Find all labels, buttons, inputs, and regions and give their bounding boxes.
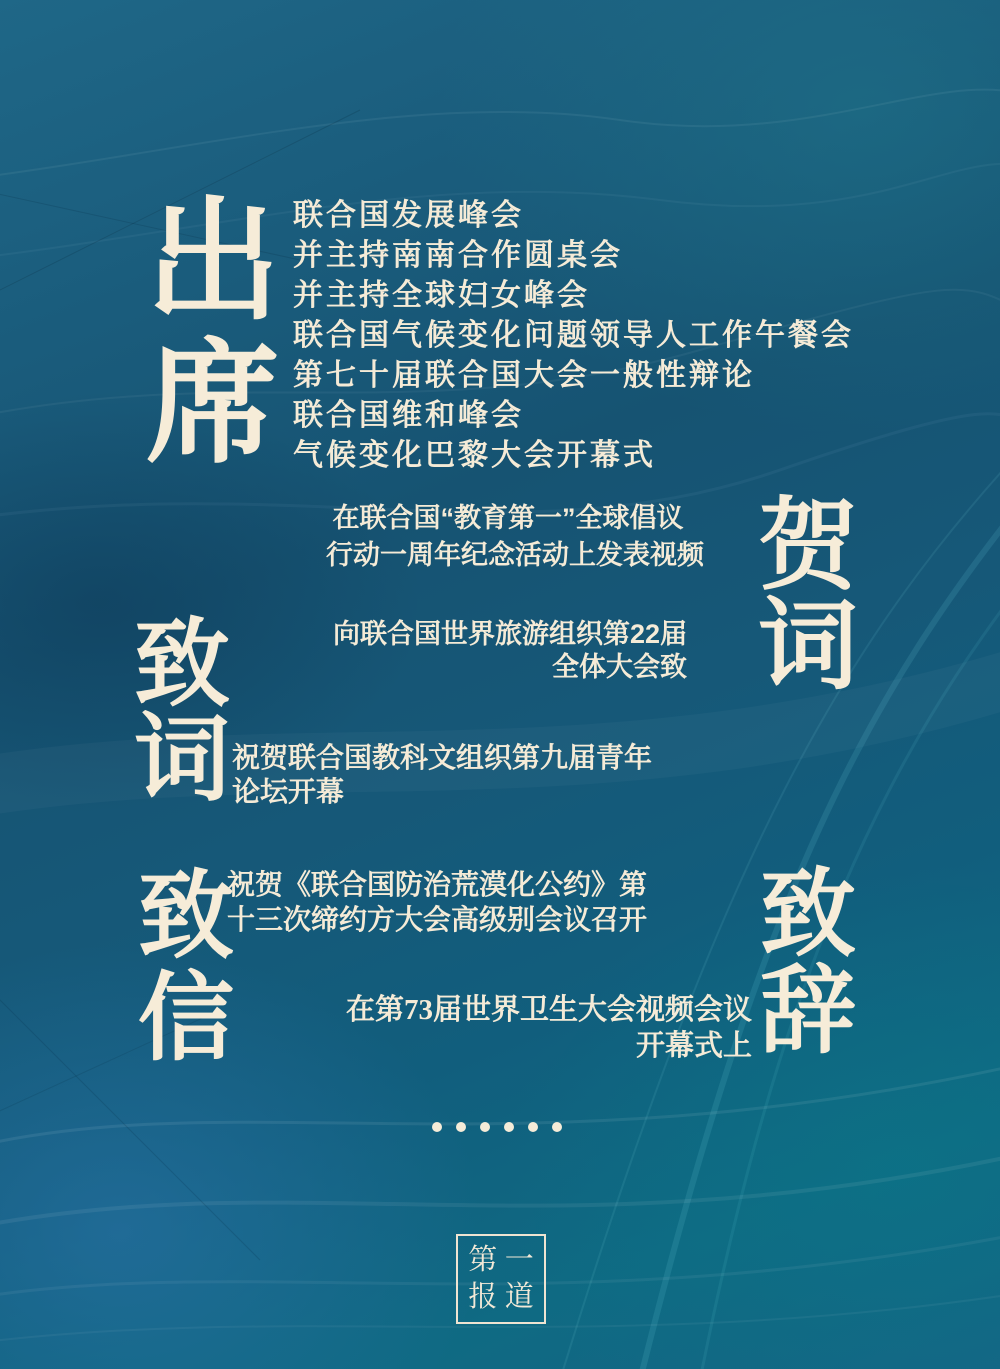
section-title-address — [760, 861, 856, 1065]
logo-char: 一 — [504, 1244, 534, 1277]
ellipsis-dot — [456, 1122, 466, 1132]
attend-event-list — [293, 196, 854, 476]
section-title-letter — [138, 863, 234, 1072]
title-char: 致 — [760, 861, 856, 968]
event-line: 在第73届世界卫生大会视频会议 — [345, 994, 752, 1026]
logo-char: 道 — [504, 1280, 534, 1313]
logo-char: 第 — [468, 1244, 498, 1277]
title-char: 词 — [758, 591, 858, 702]
address-paragraph-wha — [346, 992, 752, 1064]
event-line: 在联合国“教育第一”全球倡议 — [332, 503, 684, 533]
congrat-paragraph-education — [326, 500, 704, 574]
title-char: 辞 — [760, 958, 856, 1065]
event-line: 并主持南南合作圆桌会 — [293, 239, 623, 272]
event-line: 联合国气候变化问题领导人工作午餐会 — [293, 319, 854, 352]
event-line: 向联合国世界旅游组织第22届 — [332, 619, 687, 649]
section-title-attend — [146, 189, 281, 479]
event-line: 开幕式上 — [635, 1030, 752, 1062]
section-title-speech — [134, 611, 230, 813]
event-line: 行动一周年纪念活动上发表视频 — [326, 540, 704, 570]
event-line: 祝贺联合国教科文组织第九届青年 — [232, 743, 653, 774]
event-line: 祝贺《联合国防治荒漠化公约》第 — [227, 870, 648, 901]
ellipsis-dot — [504, 1122, 514, 1132]
title-char: 席 — [146, 331, 281, 479]
event-line: 联合国维和峰会 — [293, 399, 524, 432]
title-char: 贺 — [758, 491, 858, 602]
letter-paragraph-desertification — [227, 868, 647, 938]
event-line: 论坛开幕 — [232, 777, 345, 808]
ellipsis-dot — [552, 1122, 562, 1132]
event-line: 十三次缔约方大会高级别会议召开 — [227, 905, 648, 936]
event-line: 全体大会致 — [552, 652, 687, 682]
logo-char: 报 — [468, 1280, 498, 1313]
section-title-congratulatory-message — [758, 491, 858, 702]
event-line: 并主持全球妇女峰会 — [293, 279, 590, 312]
event-line: 气候变化巴黎大会开幕式 — [293, 439, 656, 472]
title-char: 出 — [146, 189, 281, 337]
ellipsis-dot — [528, 1122, 538, 1132]
event-line: 联合国发展峰会 — [293, 199, 524, 232]
title-char: 信 — [138, 965, 234, 1072]
title-char: 致 — [134, 611, 230, 718]
first-report-logo — [456, 1234, 546, 1324]
ellipsis-dot — [480, 1122, 490, 1132]
congrat-paragraph-tourism — [333, 618, 687, 684]
title-char: 词 — [134, 706, 230, 813]
speech-paragraph-unesco — [232, 742, 652, 810]
event-line: 第七十届联合国大会一般性辩论 — [293, 359, 755, 392]
title-char: 致 — [138, 863, 234, 970]
ellipsis — [432, 1122, 562, 1132]
ellipsis-dot — [432, 1122, 442, 1132]
